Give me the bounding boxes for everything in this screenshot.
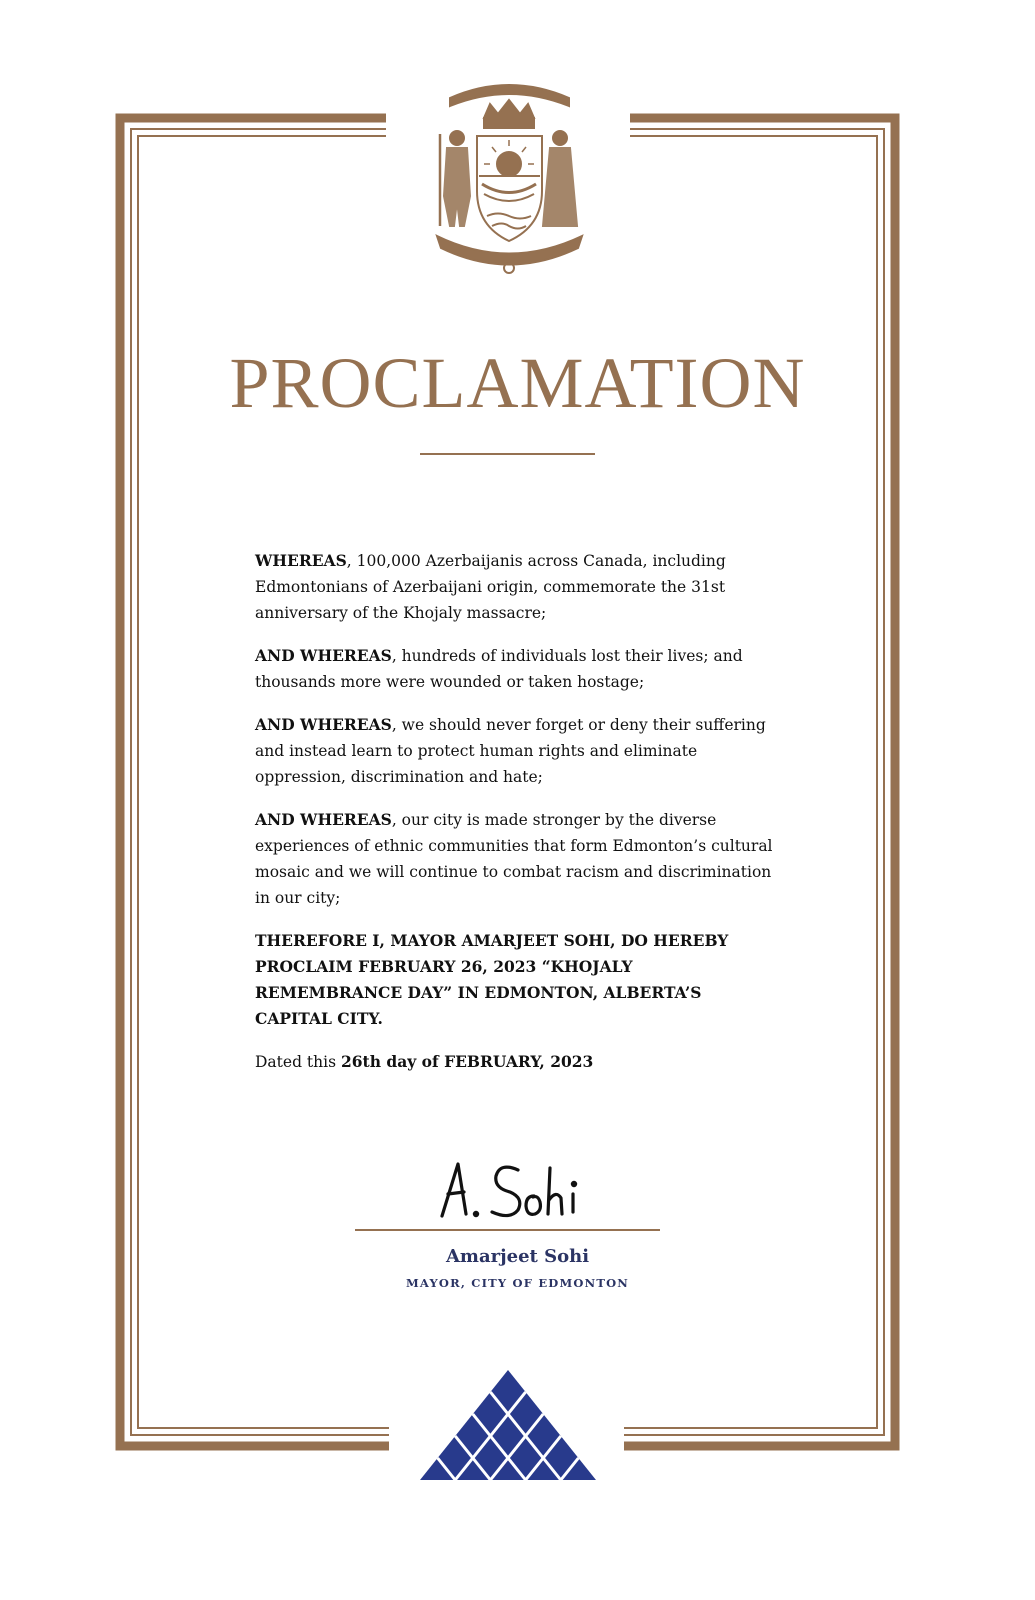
whereas-paragraph-1 (255, 548, 775, 626)
paragraph-text: , 100,000 Azerbaijanis across Canada, including Edmontonians of Azerbaijani origin, commemorate the 31st anniversary of the Khojaly massacre; (255, 552, 726, 622)
proclamation-statement: THEREFORE I, MAYOR AMARJEET SOHI, DO HEREBY PROCLAIM FEBRUARY 26, 2023 “KHOJALY REMEMBRANCE DAY” IN EDMONTON, ALBERTA’S CAPITAL CITY. (255, 931, 729, 1028)
page-title: PROCLAMATION (229, 343, 806, 423)
dated-prefix: Dated this (255, 1053, 341, 1071)
signatory-name: Amarjeet Sohi (445, 1246, 590, 1267)
whereas-paragraph-4 (255, 807, 775, 911)
signatory-title: MAYOR, CITY OF EDMONTON (405, 1276, 630, 1290)
proclamation-body (255, 548, 775, 1092)
title-divider (420, 453, 595, 455)
handwritten-signature (430, 1156, 590, 1226)
city-of-edmonton-logo-icon (418, 1368, 598, 1482)
dated-date: 26th day of FEBRUARY, 2023 (340, 1052, 594, 1071)
paragraph-lead: AND WHEREAS (255, 646, 392, 665)
coat-of-arms-icon (432, 76, 587, 276)
paragraph-lead: AND WHEREAS (255, 715, 392, 734)
paragraph-lead: WHEREAS (255, 551, 347, 570)
whereas-paragraph-2 (255, 643, 775, 695)
paragraph-text: , we should never forget or deny their suffering and instead learn to protect human rights and eliminate oppression, discrimination and hate; (255, 716, 766, 786)
whereas-paragraph-3 (255, 712, 775, 790)
signature-line (355, 1229, 660, 1231)
paragraph-lead: AND WHEREAS (255, 810, 392, 829)
dated-line (255, 1049, 775, 1075)
paragraph-text: , hundreds of individuals lost their lives; and thousands more were wounded or taken hostage; (255, 647, 743, 691)
paragraph-text: , our city is made stronger by the diverse experiences of ethnic communities that form Edmonton’s cultural mosaic and we will continue to combat racism and discrimination in our city; (255, 811, 773, 907)
